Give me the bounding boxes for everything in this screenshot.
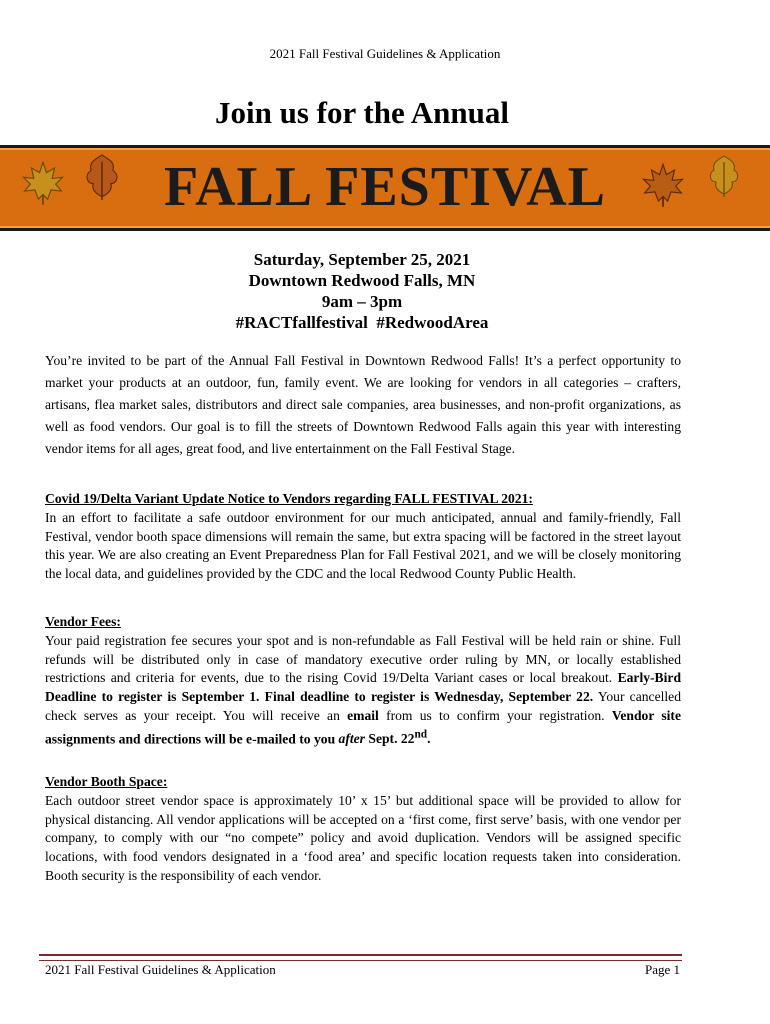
fees-text-3: from us to confirm your registration. — [378, 707, 612, 723]
booth-section-text: Each outdoor street vendor space is approximately 10’ x 15’ but additional space will be provided to allow for physical distancing. All vendor applications will be accepted on a ‘first come, first serve’ basis, with one vendor per company, to comply with our “no compete” policy and avoid duplication. Vendors will be assigned specific locations, with food vendors designated in a ‘food area’ and specific location requests taken into consideration. Booth security is the responsibility of each vendor. — [45, 792, 681, 883]
covid-section-title: Covid 19/Delta Variant Update Notice to Vendors regarding FALL FESTIVAL 2021: — [45, 491, 533, 506]
fees-text-2: Your cancelled check serves as your receipt. You will receive an — [45, 689, 681, 723]
intro-paragraph: You’re invited to be part of the Annual Fall Festival in Downtown Redwood Falls! It’s a perfect opportunity to market your products at an outdoor, fun, family event. We are looking for vendors in all categories – crafters, artisans, flea market sales, distributors and direct sale companies, area businesses, and non-profit organizations, as well as food vendors. Our goal is to fill the streets of Downtown Redwood Falls again this year with interesting vendor items for all ages, great food, and live entertainment on the Fall Festival Stage. — [45, 353, 681, 456]
covid-section-text: In an effort to facilitate a safe outdoor environment for our much anticipated, annual and family-friendly, Fall Festival, vendor booth space dimensions will remain the same, but extra spacing will be factored in the street layout this year. We are also creating an Event Preparedness Plan for Fall Festival 2021, and we will be closely monitoring the local data, and guidelines provided by the CDC and the local Redwood County Public Health. — [45, 509, 681, 582]
page-number: Page 1 — [644, 962, 680, 977]
banner-title: FALL FESTIVAL — [164, 156, 606, 218]
fees-text-1: Your paid registration fee secures your spot and is non-refundable as Fall Festival will be held rain or shine. Full refunds will be distributed only in case of mandatory executive order ruling by MN, or locally established restrictions and criteria for events, due to the rising Covid 19/Delta Variant cases or local breakout. — [45, 632, 681, 686]
footer-divider — [39, 954, 682, 961]
fees-deadlines: Early-Bird Deadline to register is September 1. Final deadline to register is Wednesday, September 22. — [45, 670, 681, 705]
event-time: 9am – 3pm — [321, 292, 403, 311]
fees-section-title: Vendor Fees: — [45, 614, 121, 629]
fees-email-word: email — [347, 707, 379, 723]
covid-section — [45, 490, 681, 584]
event-hashtags: #RACTfallfestival #RedwoodArea — [235, 313, 489, 332]
event-date: Saturday, September 25, 2021 — [253, 250, 471, 269]
event-details — [0, 249, 724, 333]
event-location: Downtown Redwood Falls, MN — [248, 271, 476, 290]
fees-after-word: after — [338, 731, 365, 747]
footer-title: 2021 Fall Festival Guidelines & Application — [45, 962, 276, 977]
join-heading: Join us for the Annual — [214, 95, 509, 130]
fees-period: . — [427, 731, 431, 747]
booth-section — [45, 773, 681, 886]
running-header: 2021 Fall Festival Guidelines & Application — [269, 46, 501, 61]
fees-sept-suffix: nd — [414, 728, 428, 741]
fees-assignments: Vendor site assignments and directions will be e-mailed to you — [45, 707, 681, 747]
fees-section — [45, 613, 681, 749]
fees-sept-date: Sept. 22 — [364, 731, 415, 747]
booth-section-title: Vendor Booth Space: — [45, 774, 168, 789]
